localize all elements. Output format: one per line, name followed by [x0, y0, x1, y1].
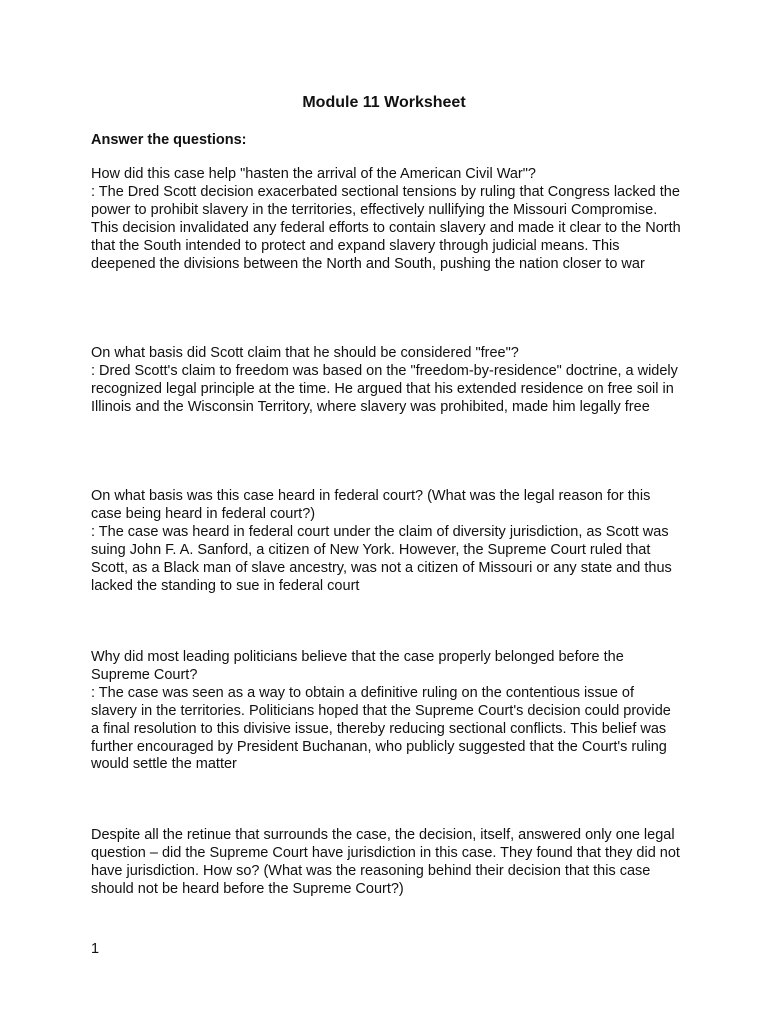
answer-1: : The Dred Scott decision exacerbated sectional tensions by ruling that Congress lacked the power to prohibit slavery in the territories, effectively nullifying the Missouri Compromise. This decision invalidated any federal efforts to contain slavery and made it clear to the North that the South intended to protect and expand slavery through judicial means. This deepened the divisions between the North and South, pushing the nation closer to war — [91, 183, 681, 272]
question-4: Why did most leading politicians believe that the case properly belonged before the Supreme Court? — [91, 649, 624, 683]
qa-block-5 — [91, 827, 681, 899]
answer-3: : The case was heard in federal court under the claim of diversity jurisdiction, as Scott was suing John F. A. Sanford, a citizen of New York. However, the Supreme Court ruled that Scott, as a Black man of slave ancestry, was not a citizen of Missouri or any state and thus lacked the standing to sue in federal court — [91, 523, 672, 594]
qa-block-4 — [91, 649, 681, 774]
question-2: On what basis did Scott claim that he should be considered "free"? — [91, 345, 519, 361]
answer-2: : Dred Scott's claim to freedom was based on the "freedom-by-residence" doctrine, a widely recognized legal principle at the time. He argued that his extended residence on free soil in Illinois and the Wisconsin Territory, where slavery was prohibited, made him legally free — [91, 362, 678, 415]
answer-4: : The case was seen as a way to obtain a definitive ruling on the contentious issue of slavery in the territories. Politicians hoped that the Supreme Court's decision could provide a final resolution to this divisive issue, thereby reducing sectional conflicts. This belief was further encouraged by President Buchanan, who publicly suggested that the Court's ruling would settle the matter — [91, 684, 671, 773]
page-number: 1 — [91, 941, 100, 957]
qa-block-1 — [91, 166, 681, 273]
question-3: On what basis was this case heard in federal court? (What was the legal reason for this case being heard in federal court?) — [91, 488, 651, 522]
question-5: Despite all the retinue that surrounds the case, the decision, itself, answered only one legal question – did the Supreme Court have jurisdiction in this case. They found that they did not have jurisdiction. How so? (What was the reasoning behind their decision that this case should not be heard before the Supreme Court?) — [91, 827, 680, 897]
page-title: Module 11 Worksheet — [302, 94, 466, 111]
qa-block-2 — [91, 345, 681, 417]
question-1: How did this case help "hasten the arrival of the American Civil War"? — [91, 166, 536, 182]
instructions-heading: Answer the questions: — [91, 132, 247, 148]
qa-block-3 — [91, 488, 681, 595]
